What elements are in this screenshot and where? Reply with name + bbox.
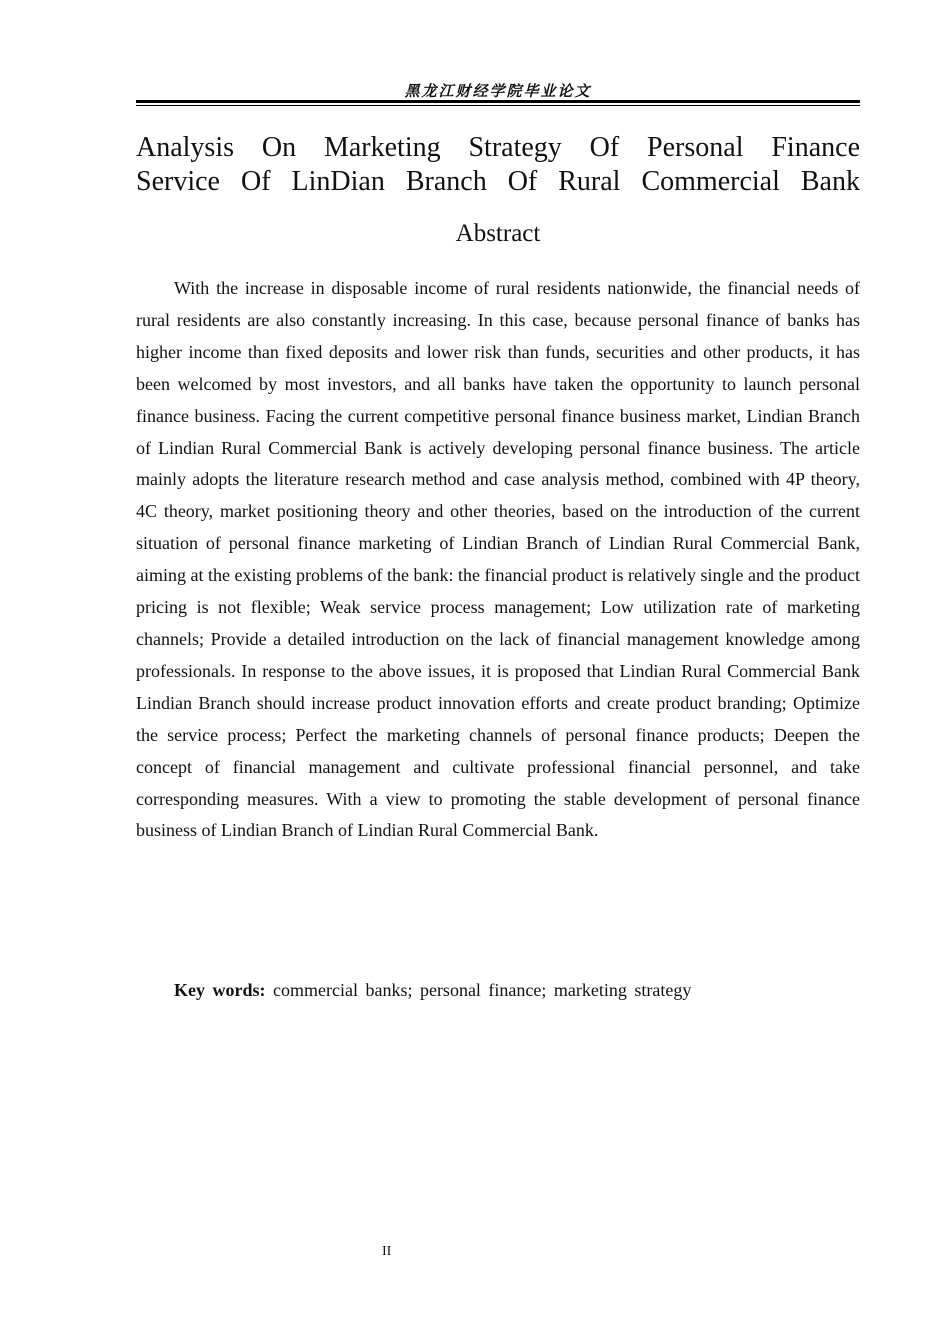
header-rule-thick xyxy=(136,100,860,103)
keywords-line xyxy=(174,977,691,1003)
keywords-label: Key words: xyxy=(174,980,266,1000)
keywords-value: commercial banks; personal finance; marketing strategy xyxy=(273,980,692,1000)
page-number: II xyxy=(382,1244,392,1259)
header-rule-thin xyxy=(136,105,860,106)
paper-title-line-2: Service Of LinDian Branch Of Rural Commercial Bank xyxy=(136,166,860,197)
abstract-body: With the increase in disposable income of rural residents nationwide, the financial needs of rural residents are also constantly increasing. In this case, because personal finance of banks has higher income than fixed deposits and lower risk than funds, securities and other products, it has been welcomed by most investors, and all banks have taken the opportunity to launch personal finance business. Facing the current competitive personal finance business market, Lindian Branch of Lindian Rural Commercial Bank is actively developing personal finance business. The article mainly adopts the literature research method and case analysis method, combined with 4P theory, 4C theory, market positioning theory and other theories, based on the introduction of the current situation of personal finance marketing of Lindian Branch of Lindian Rural Commercial Bank, aiming at the existing problems of the bank: the financial product is relatively single and the product pricing is not flexible; Weak service process management; Low utilization rate of marketing channels; Provide a detailed introduction on the lack of financial management knowledge among professionals. In response to the above issues, it is proposed that Lindian Rural Commercial Bank Lindian Branch should increase product innovation efforts and create product branding; Optimize the service process; Perfect the marketing channels of personal finance products; Deepen the concept of financial management and cultivate professional financial personnel, and take corresponding measures. With a view to promoting the stable development of personal finance business of Lindian Branch of Lindian Rural Commercial Bank. xyxy=(136,278,860,841)
abstract-heading: Abstract xyxy=(455,220,541,247)
paper-title-line-1: Analysis On Marketing Strategy Of Personal Finance xyxy=(136,132,860,163)
running-header: 黑龙江财经学院毕业论文 xyxy=(404,82,592,100)
paper-title xyxy=(136,131,860,199)
